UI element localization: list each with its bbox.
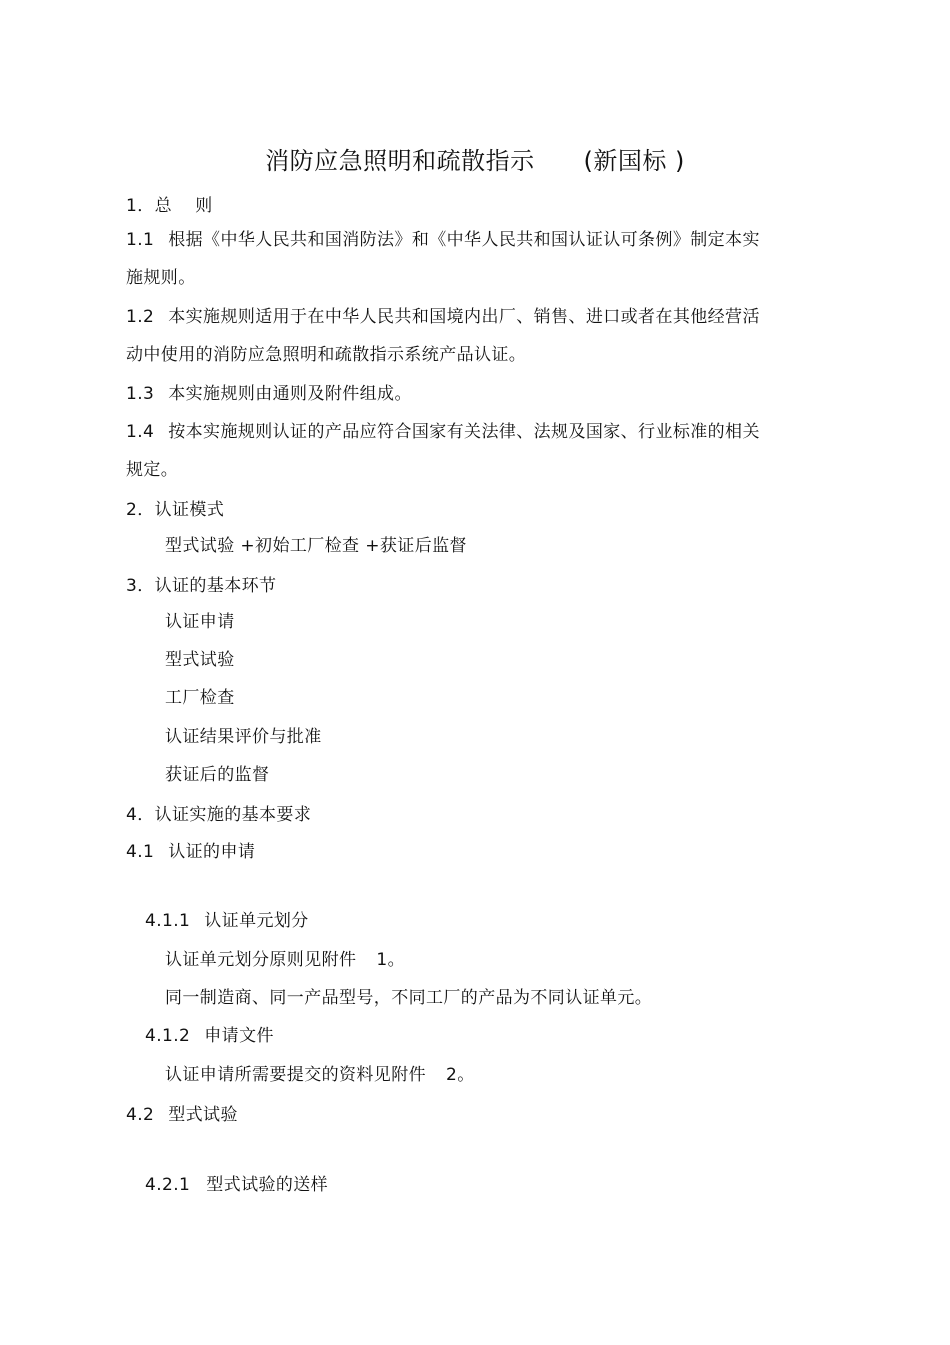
clause-number: 1.1 bbox=[126, 230, 155, 250]
section-1-heading bbox=[126, 195, 213, 217]
page-title bbox=[0, 146, 950, 176]
clause-title: 认证单元划分 bbox=[204, 911, 309, 931]
list-item: 获证后的监督 bbox=[165, 765, 270, 785]
clause-1-1-line1 bbox=[126, 229, 760, 251]
clause-title: 认证的申请 bbox=[168, 842, 256, 862]
clause-text: 本实施规则适用于在中华人民共和国境内出厂、销售、进口或者在其他经营活 bbox=[168, 307, 760, 327]
clause-4-1-1-heading bbox=[145, 910, 309, 932]
clause-1-2-line1 bbox=[126, 306, 760, 328]
annex-reference: 1。 bbox=[376, 950, 406, 970]
clause-number: 4.2.1 bbox=[145, 1175, 191, 1195]
title-main: 消防应急照明和疏散指示 bbox=[265, 147, 535, 175]
section-title: 总 则 bbox=[154, 196, 213, 216]
section-number: 2． bbox=[126, 500, 155, 520]
clause-number: 4.1.1 bbox=[145, 911, 191, 931]
list-item: 认证结果评价与批准 bbox=[165, 727, 322, 747]
clause-text: 根据《中华人民共和国消防法》和《中华人民共和国认证认可条例》制定本实 bbox=[168, 230, 760, 250]
clause-number: 1.3 bbox=[126, 384, 155, 404]
body-text: 认证单元划分原则见附件 bbox=[165, 950, 357, 970]
clause-4-2-1-heading bbox=[145, 1174, 328, 1196]
section-title: 认证实施的基本要求 bbox=[154, 805, 312, 825]
clause-1-4-line2: 规定。 bbox=[126, 460, 179, 480]
section-2-body: 型式试验 +初始工厂检查 +获证后监督 bbox=[165, 536, 467, 556]
clause-4-1-1-body1 bbox=[165, 949, 405, 971]
clause-text: 按本实施规则认证的产品应符合国家有关法律、法规及国家、行业标准的相关 bbox=[168, 422, 760, 442]
clause-title: 型式试验的送样 bbox=[206, 1175, 329, 1195]
title-suffix: (新国标 ) bbox=[583, 147, 685, 175]
clause-text: 本实施规则由通则及附件组成。 bbox=[168, 384, 412, 404]
clause-1-4-line1 bbox=[126, 421, 760, 443]
clause-title: 申请文件 bbox=[204, 1026, 274, 1046]
clause-number: 1.4 bbox=[126, 422, 155, 442]
clause-4-2-heading bbox=[126, 1104, 238, 1126]
section-title: 认证的基本环节 bbox=[154, 576, 277, 596]
clause-1-1-line2: 施规则。 bbox=[126, 268, 196, 288]
list-item: 认证申请 bbox=[165, 612, 235, 632]
clause-1-2-line2: 动中使用的消防应急照明和疏散指示系统产品认证。 bbox=[126, 345, 527, 365]
clause-4-1-heading bbox=[126, 841, 255, 863]
section-number: 3． bbox=[126, 576, 155, 596]
section-4-heading bbox=[126, 804, 311, 826]
clause-4-1-2-heading bbox=[145, 1025, 274, 1047]
clause-number: 4.2 bbox=[126, 1105, 155, 1125]
body-text: 认证申请所需要提交的资料见附件 bbox=[165, 1065, 426, 1085]
clause-4-1-1-body2: 同一制造商、同一产品型号，不同工厂的产品为不同认证单元。 bbox=[165, 988, 653, 1008]
section-title: 认证模式 bbox=[154, 500, 225, 520]
clause-1-3 bbox=[126, 383, 412, 405]
section-number: 1． bbox=[126, 196, 155, 216]
annex-reference: 2。 bbox=[446, 1065, 475, 1085]
list-item: 工厂检查 bbox=[165, 688, 235, 708]
clause-title: 型式试验 bbox=[168, 1105, 238, 1125]
section-3-heading bbox=[126, 575, 276, 597]
section-2-heading bbox=[126, 499, 224, 521]
clause-number: 1.2 bbox=[126, 307, 155, 327]
list-item: 型式试验 bbox=[165, 650, 235, 670]
clause-number: 4.1 bbox=[126, 842, 155, 862]
clause-number: 4.1.2 bbox=[145, 1026, 191, 1046]
section-number: 4． bbox=[126, 805, 155, 825]
clause-4-1-2-body1 bbox=[165, 1064, 475, 1086]
